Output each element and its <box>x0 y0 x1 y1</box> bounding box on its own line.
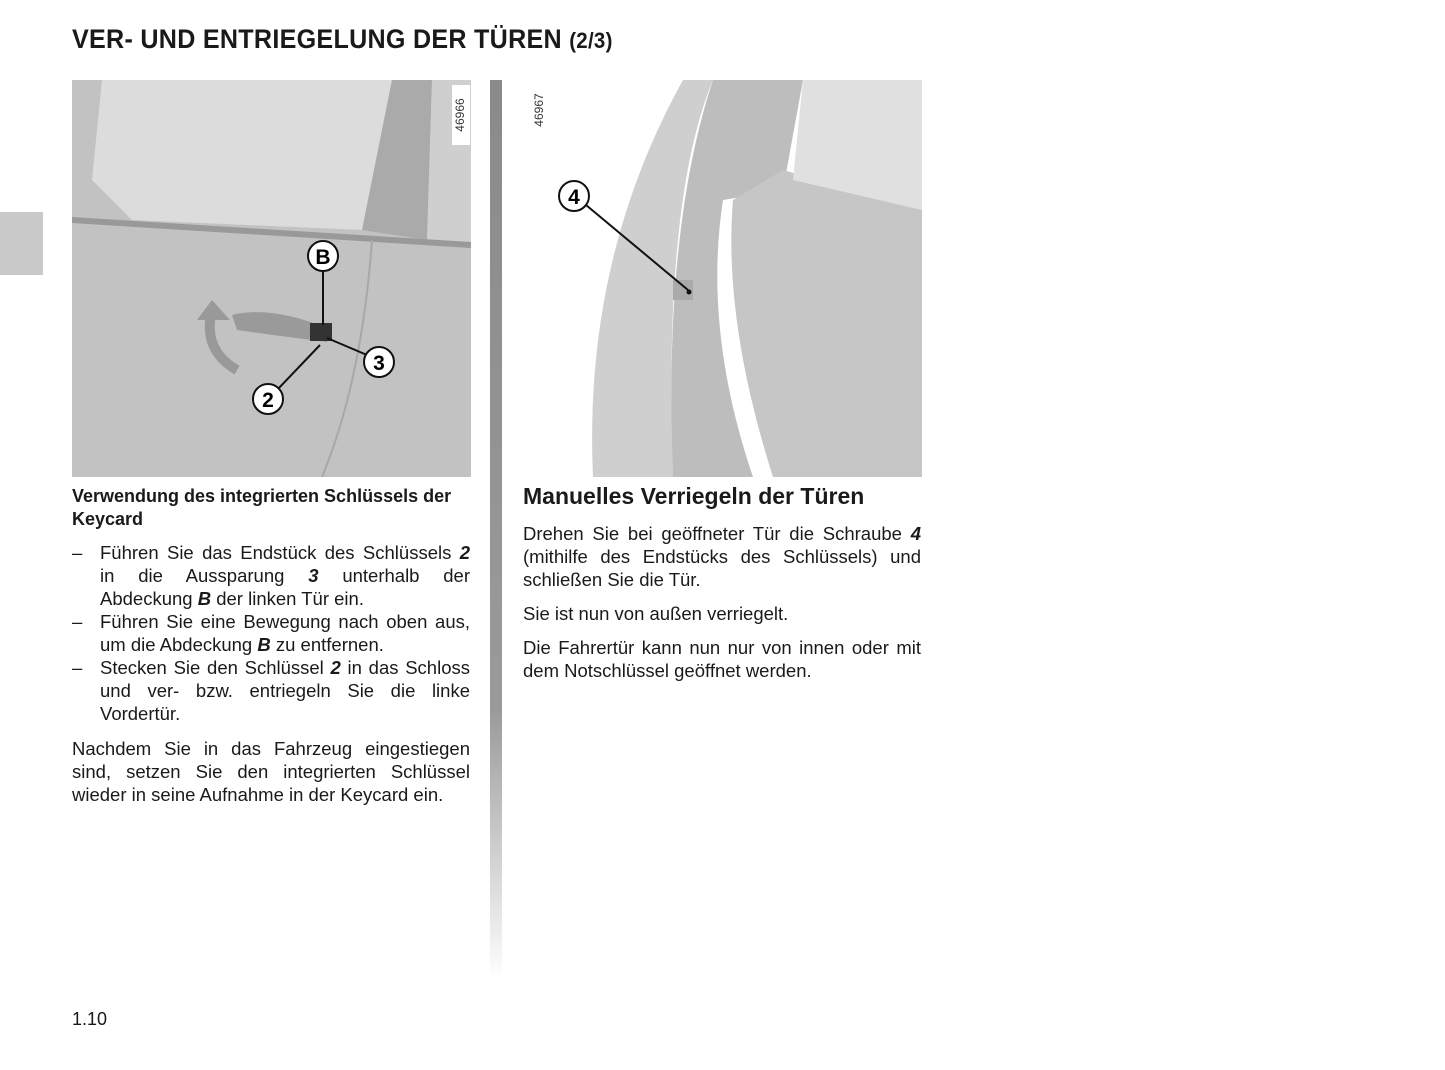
ref: 2 <box>459 542 470 563</box>
text: Stecken Sie den Schlüssel <box>100 657 331 678</box>
text: (mithilfe des Endstücks des Schlüssels) und schließen Sie die Tür. <box>523 546 921 590</box>
callout-3: 3 <box>373 352 385 375</box>
ref: 4 <box>910 523 921 544</box>
paragraph: Nachdem Sie in das Fahrzeug eingestiegen sind, setzen Sie den integrierten Schlüssel wieder in seine Aufnahme in der Keycard ein. <box>72 738 470 805</box>
text: zu entfernen. <box>270 634 384 655</box>
figure-id: 46966 <box>453 98 467 132</box>
figure-door-handle <box>72 80 471 477</box>
text: der linken Tür ein. <box>211 588 364 609</box>
text: Führen Sie das Endstück des Schlüssels <box>100 542 460 563</box>
list-item <box>72 541 470 610</box>
text: in die Aussparung <box>100 565 309 586</box>
text: in das Schloss und ver- bzw. entriegeln Sie die linke Vordertür. <box>100 657 470 724</box>
ref: 2 <box>330 657 341 678</box>
page-title <box>72 24 613 55</box>
callout-4: 4 <box>568 186 580 209</box>
paragraph: Die Fahrertür kann nun nur von innen oder mit dem Notschlüssel geöffnet werden. <box>523 637 921 681</box>
text: Drehen Sie bei geöffneter Tür die Schraube <box>523 523 911 544</box>
ref: B <box>197 588 212 609</box>
paragraph <box>523 522 921 591</box>
list-item <box>72 656 470 725</box>
left-column <box>72 485 470 817</box>
ref: B <box>257 634 271 655</box>
title-text: VER- UND ENTRIEGELUNG DER TÜREN <box>72 24 562 54</box>
figure-id: 46967 <box>532 93 546 127</box>
section-heading: Verwendung des integrierten Schlüssels der Keycard <box>72 486 452 529</box>
page-number: 1.10 <box>72 1009 108 1029</box>
text: unterhalb der Abdeckung <box>100 565 471 609</box>
ref: 3 <box>308 565 319 586</box>
callout-B: B <box>315 246 331 269</box>
instruction-list <box>72 541 470 725</box>
title-part: (2/3) <box>569 28 613 53</box>
callout-2: 2 <box>262 389 274 412</box>
paragraph: Sie ist nun von außen verriegelt. <box>523 603 789 624</box>
section-tab <box>0 212 43 275</box>
list-item <box>72 610 470 656</box>
right-column <box>523 522 921 693</box>
column-divider <box>490 80 502 980</box>
figure-door-lock-screw <box>523 80 922 477</box>
text: Führen Sie eine Bewegung nach oben aus, um die Abdeckung <box>100 611 470 655</box>
section-heading-manual: Manuelles Verriegeln der Türen <box>523 483 865 509</box>
